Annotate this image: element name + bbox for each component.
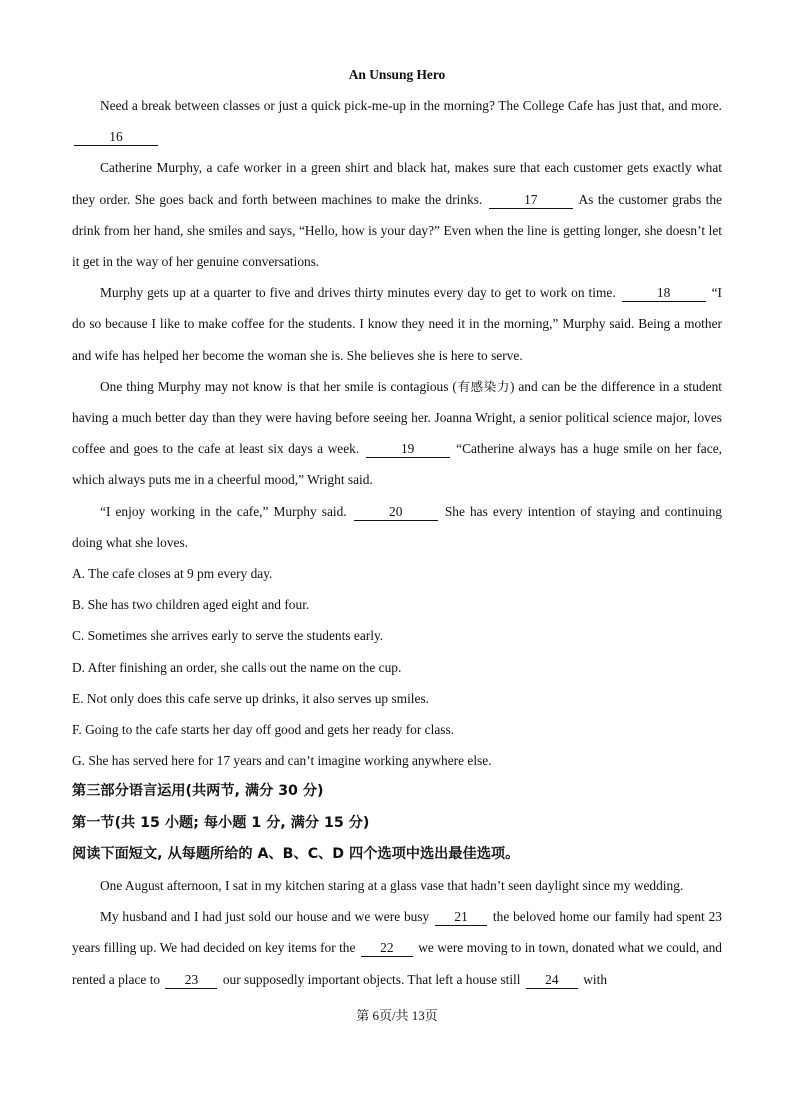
option-f: F. Going to the cafe starts her day off good and gets her ready for class. (72, 722, 455, 738)
paragraph-1-text: Need a break between classes or just a quick pick-me-up in the morning? The College Cafe has just that, and more. (100, 98, 722, 113)
paragraph-4-text-mid: ) and can be the difference in a student having a much better day than they were having before seeing her. Joanna Wright, a senior political science major, loves coffee and goes to the cafe at least six days a week. (72, 378, 723, 457)
option-d: D. After finishing an order, she calls out the name on the cup. (72, 659, 402, 675)
paragraph-5-text-before: “I enjoy working in the cafe,” Murphy said. (100, 503, 347, 519)
passage-2-text-5: with (583, 971, 608, 987)
passage-2-text-2: the beloved home our family had spent 23 years filling up. We had decided on key items for the (72, 909, 722, 956)
option-g: G. She has served here for 17 years and can’t imagine working anywhere else. (72, 753, 492, 769)
blank-17: 17 (489, 191, 573, 209)
chinese-gloss: 有感染力 (456, 378, 510, 394)
blank-23: 23 (165, 971, 217, 989)
passage-title: An Unsung Hero (348, 67, 446, 82)
passage-2-text-4: our supposedly important objects. That left a house still (222, 971, 521, 987)
page-footer: 第 6页/共 13页 (356, 1008, 438, 1023)
blank-19: 19 (366, 440, 450, 458)
paragraph-2 (72, 152, 722, 277)
blank-21: 21 (435, 908, 487, 926)
section-1-heading: 第一节(共 15 小题; 每小题 1 分, 满分 15 分) (72, 814, 370, 831)
paragraph-4 (72, 371, 722, 496)
passage-2-text-1: My husband and I had just sold our house and we were busy (100, 909, 430, 925)
part-3-heading: 第三部分语言运用(共两节, 满分 30 分) (72, 783, 324, 800)
option-e: E. Not only does this cafe serve up drinks, it also serves up smiles. (72, 690, 430, 706)
paragraph-2-text-after: As the customer grabs the drink from her hand, she smiles and says, “Hello, how is your day?” Even when the line is getting longer, she doesn’t let it get in the way of her genuine conversations. (72, 191, 722, 270)
paragraph-3-text-after: “I do so because I like to make coffee for the students. I know they need it in the morning,” Murphy said. Being a mother and wife has helped her become the woman she is. She believes she is here to serve. (72, 285, 722, 363)
paragraph-5 (72, 496, 722, 558)
instruction-heading: 阅读下面短文, 从每题所给的 A、B、C、D 四个选项中选出最佳选项。 (72, 845, 520, 862)
paragraph-3 (72, 277, 722, 371)
blank-22: 22 (361, 939, 413, 957)
passage-2-paragraph-2 (72, 901, 722, 995)
passage-2-text-3: we were moving to in town, donated what we could, and rented a place to (72, 940, 722, 987)
paragraph-1 (72, 90, 722, 152)
paragraph-4-text-before: One thing Murphy may not know is that her smile is contagious ( (100, 378, 457, 394)
paragraph-5-text-after: She has every intention of staying and continuing doing what she loves. (72, 503, 722, 550)
paragraph-4-text-after: “Catherine always has a huge smile on her face, which always puts me in a cheerful mood,” Wright said. (72, 441, 722, 488)
blank-24: 24 (526, 971, 578, 989)
paragraph-3-text-before: Murphy gets up at a quarter to five and drives thirty minutes every day to get to work on time. (100, 285, 616, 301)
blank-20: 20 (354, 503, 438, 521)
blank-18: 18 (622, 284, 706, 302)
passage-2-paragraph-1: One August afternoon, I sat in my kitchen staring at a glass vase that hadn’t seen daylight since my wedding. (100, 878, 684, 894)
page-content (72, 60, 722, 995)
option-b: B. She has two children aged eight and four. (72, 597, 310, 613)
paragraph-2-text-before: Catherine Murphy, a cafe worker in a green shirt and black hat, makes sure that each customer gets exactly what they order. She goes back and forth between machines to make the drinks. (72, 160, 722, 207)
option-a: A. The cafe closes at 9 pm every day. (72, 566, 273, 582)
option-c: C. Sometimes she arrives early to serve the students early. (72, 628, 384, 644)
blank-16: 16 (74, 128, 158, 146)
